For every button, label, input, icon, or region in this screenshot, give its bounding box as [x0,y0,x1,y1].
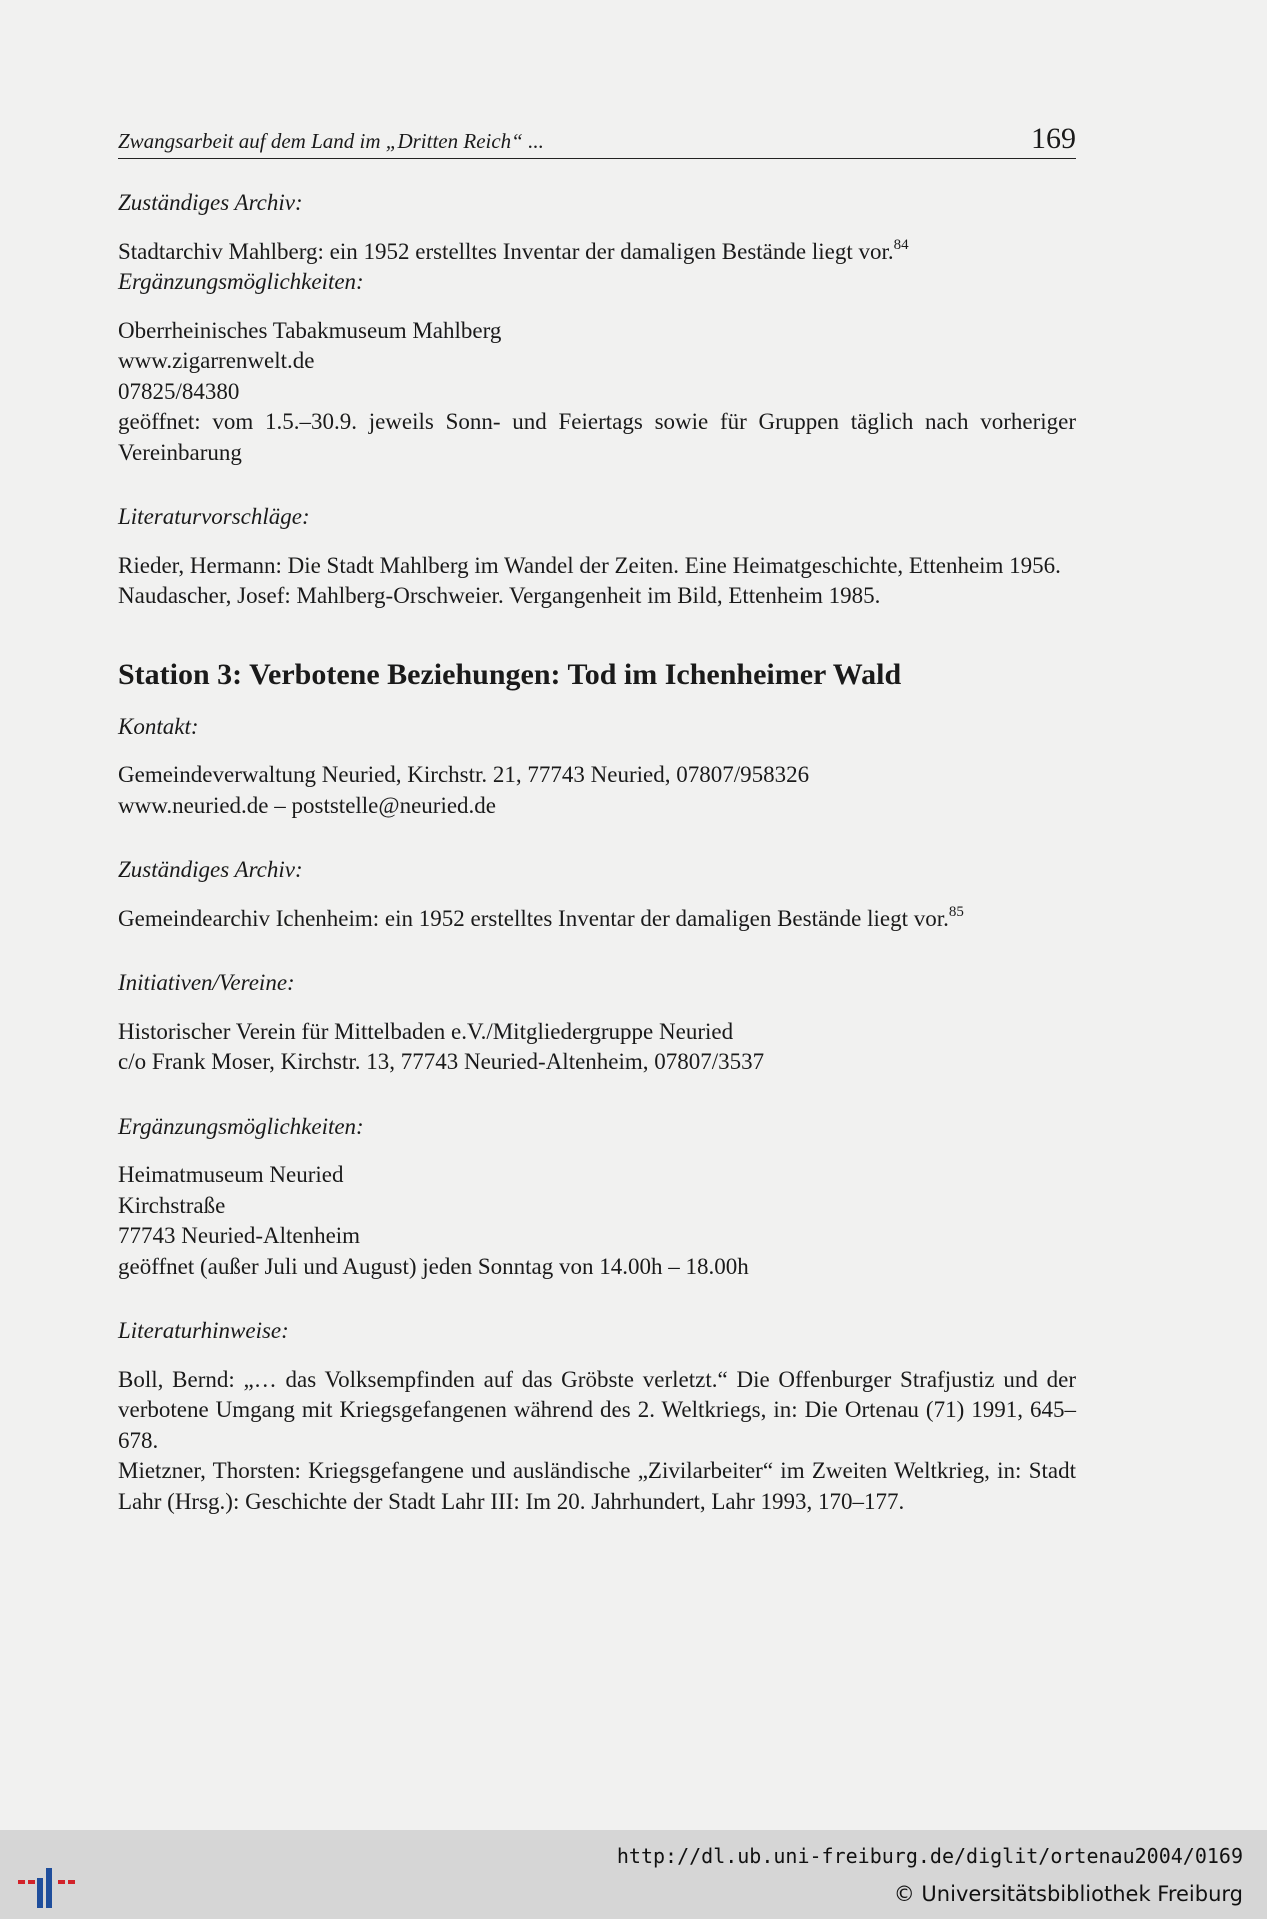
contact-block [118,760,1076,821]
contact-label: Kontakt: [118,713,199,739]
initiatives-line: Historischer Verein für Mittelbaden e.V./Mitgliedergruppe Neuried [118,1018,734,1044]
supplement-block [118,1160,1076,1282]
literature-entry: Rieder, Hermann: Die Stadt Mahlberg im Wandel der Zeiten. Eine Heimatgeschichte, Ettenheim 1956. [118,552,1061,578]
literature-block [118,551,1076,612]
initiatives-label: Initiativen/Vereine: [118,970,295,995]
running-title: Zwangsarbeit auf dem Land im „Dritten Reich“ ... [118,129,544,153]
supplement-label: Ergänzungsmöglichkeiten: [118,1113,364,1139]
section-heading: Station 3: Verbotene Beziehungen: Tod im Ichenheimer Wald [118,657,902,691]
literature-label: Literaturhinweise: [118,1318,289,1343]
archive-text [118,237,1076,268]
initiatives-line: c/o Frank Moser, Kirchstr. 13, 77743 Neuried-Altenheim, 07807/3537 [118,1049,765,1074]
copyright-notice: © Universitätsbibliothek Freiburg [893,1882,1243,1906]
literature-entry: Mietzner, Thorsten: Kriegsgefangene und ausländische „Zivilarbeiter“ im Zweiten Weltkrieg, in: Stadt Lahr (Hrsg.): Geschichte der Stadt Lahr III: Im 20. Jahrhundert, Lahr 1993, 170–177. [118,1458,1076,1514]
book-page [118,0,1076,1830]
footnote-ref: 84 [893,236,909,253]
supplement-line: Kirchstraße [118,1192,226,1218]
contact-line: Gemeindeverwaltung Neuried, Kirchstr. 21, 77743 Neuried, 07807/958326 [118,762,810,787]
literature-block [118,1365,1076,1518]
page-content [118,188,1076,1517]
supplement-line: Oberrheinisches Tabakmuseum Mahlberg [118,317,502,343]
supplement-hours: geöffnet (außer Juli und August) jeden Sonntag von 14.00h – 18.00h [118,1253,749,1279]
running-head [118,122,1076,159]
archive-label: Zuständiges Archiv: [118,857,303,882]
footer-bar [0,1830,1267,1919]
supplement-line: 77743 Neuried-Altenheim [118,1223,361,1248]
archive-text-body: Gemeindearchiv Ichenheim: ein 1952 erstelltes Inventar der damaligen Bestände liegt vor. [118,905,949,931]
supplement-block [118,316,1076,469]
supplement-label: Ergänzungsmöglichkeiten: [118,269,364,294]
literature-entry: Boll, Bernd: „… das Volksempfinden auf das Gröbste verletzt.“ Die Offenburger Strafjustiz und der verbotene Umgang mit Kriegsgefangenen während des 2. Weltkriegs, in: Die Ortenau (71) 1991, 645–678. [118,1366,1076,1453]
ub-freiburg-logo-icon [16,1868,80,1908]
initiatives-block [118,1017,1076,1078]
archive-label: Zuständiges Archiv: [118,190,303,215]
contact-links[interactable]: www.neuried.de – poststelle@neuried.de [118,792,496,818]
page-number: 169 [1031,122,1076,155]
archive-text [118,904,1076,935]
supplement-phone: 07825/84380 [118,378,240,404]
literature-label: Literaturvorschläge: [118,504,310,529]
archive-text-body: Stadtarchiv Mahlberg: ein 1952 erstelltes Inventar der damaligen Bestände liegt vor. [118,238,894,264]
supplement-link[interactable]: www.zigarrenwelt.de [118,348,315,373]
supplement-line: Heimatmuseum Neuried [118,1162,344,1187]
source-url-link[interactable]: http://dl.ub.uni-freiburg.de/diglit/ortenau2004/0169 [616,1844,1243,1868]
supplement-hours: geöffnet: vom 1.5.–30.9. jeweils Sonn- und Feiertags sowie für Gruppen täglich nach vorheriger Vereinbarung [118,409,1076,465]
footnote-ref: 85 [948,903,964,920]
literature-entry: Naudascher, Josef: Mahlberg-Orschweier. Vergangenheit im Bild, Ettenheim 1985. [118,583,881,608]
